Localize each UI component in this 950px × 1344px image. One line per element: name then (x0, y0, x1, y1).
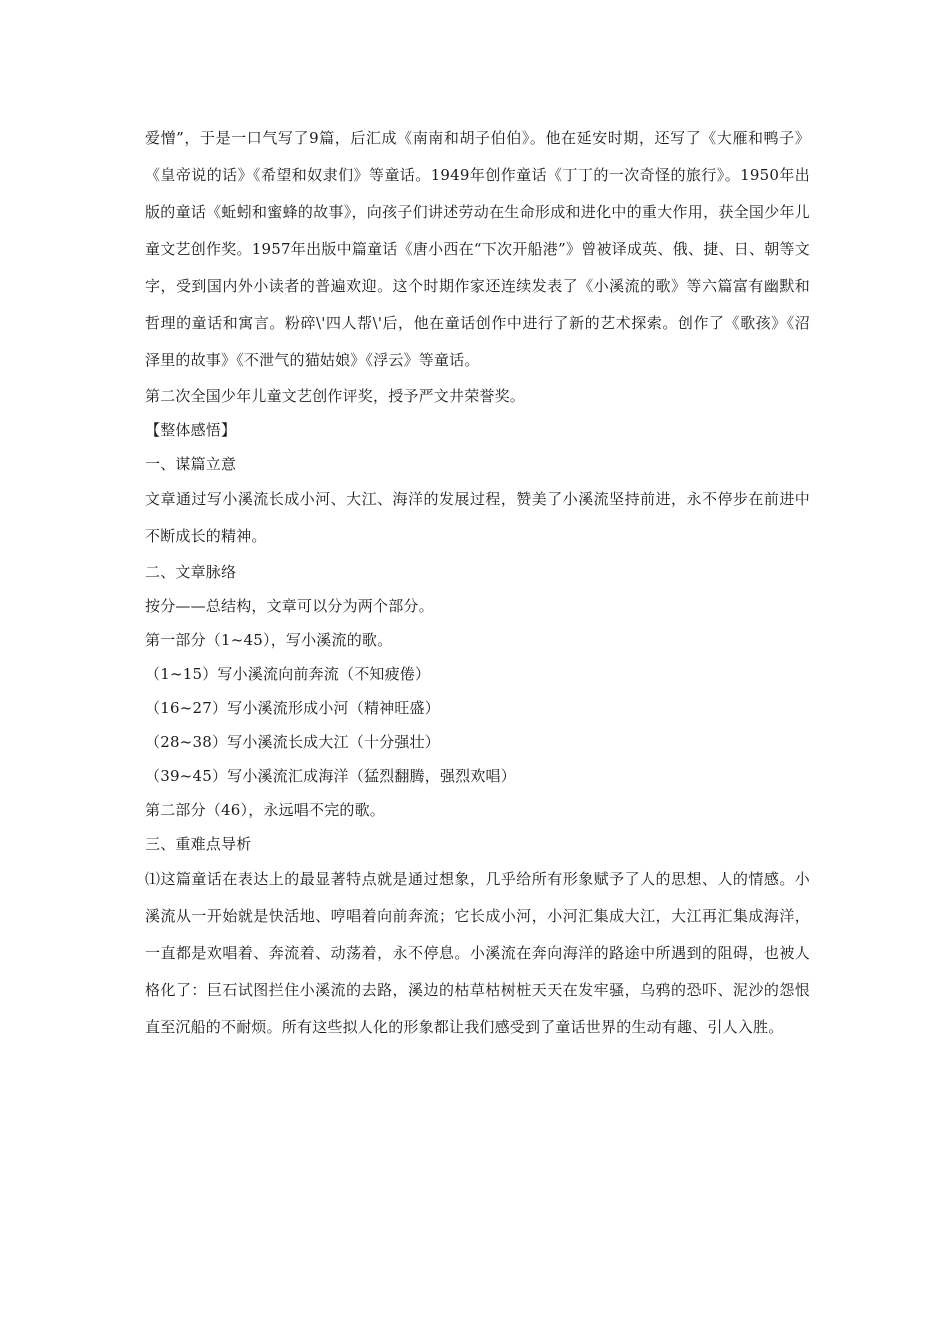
section-heading-overall: 【整体感悟】 (145, 421, 237, 439)
subheading-structure: 二、文章脉络 (145, 563, 237, 581)
paragraph-part-two: 第二部分（46），永远唱不完的歌。 (145, 801, 385, 819)
subheading-key-points: 三、重难点导析 (145, 835, 252, 853)
subheading-theme: 一、谋篇立意 (145, 455, 237, 473)
paragraph-structure-intro: 按分——总结构，文章可以分为两个部分。 (145, 597, 434, 615)
list-item-section-1: （1~15）写小溪流向前奔流（不知疲倦） (145, 665, 431, 683)
list-item-section-2: （16~27）写小溪流形成小河（精神旺盛） (145, 699, 440, 717)
paragraph-key-points: ⑴这篇童话在表达上的最显著特点就是通过想象，几乎给所有形象赋予了人的思想、人的情感。小溪流从一开始就是快活地、哼唱着向前奔流；它长成小河，小河汇集成大江，大江再汇集成海洋，一直都是欢唱着、奔流着、动荡着，永不停息。小溪流在奔向海洋的路途中所遇到的阻碍，也被人格化了：巨石试图拦住小溪流的去路，溪边的枯草枯树桩天天在发牢骚，乌鸦的恐吓、泥沙的怨恨直至沉船的不耐烦。所有这些拟人化的形象都让我们感受到了童话世界的生动有趣、引人入胜。 (145, 870, 810, 1036)
paragraph-author-works: 爱憎”，于是一口气写了9篇，后汇成《南南和胡子伯伯》。他在延安时期，还写了《大雁和鸭子》《皇帝说的话》《希望和奴隶们》等童话。1949年创作童话《丁丁的一次奇怪的旅行》。1950年出版的童话《蚯蚓和蜜蜂的故事》，向孩子们讲述劳动在生命形成和进化中的重大作用，获全国少年儿童文艺创作奖。1957年出版中篇童话《唐小西在“下次开船港”》曾被译成英、俄、捷、日、朝等文字，受到国内外小读者的普遍欢迎。这个时期作家还连续发表了《小溪流的歌》等六篇富有幽默和哲理的童话和寓言。粉碎\'四人帮\'后，他在童话创作中进行了新的艺术探索。创作了《歌孩》《沼泽里的故事》《不泄气的猫姑娘》《浮云》等童话。 (145, 129, 810, 369)
document-page (145, 120, 810, 1046)
paragraph-theme: 文章通过写小溪流长成小河、大江、海洋的发展过程，赞美了小溪流坚持前进，永不停步在前进中不断成长的精神。 (145, 490, 810, 545)
list-item-section-4: （39~45）写小溪流汇成海洋（猛烈翻腾，强烈欢唱） (145, 767, 516, 785)
paragraph-part-one: 第一部分（1~45），写小溪流的歌。 (145, 631, 393, 649)
paragraph-award: 第二次全国少年儿童文艺创作评奖，授予严文井荣誉奖。 (145, 387, 526, 405)
list-item-section-3: （28~38）写小溪流长成大江（十分强壮） (145, 733, 440, 751)
